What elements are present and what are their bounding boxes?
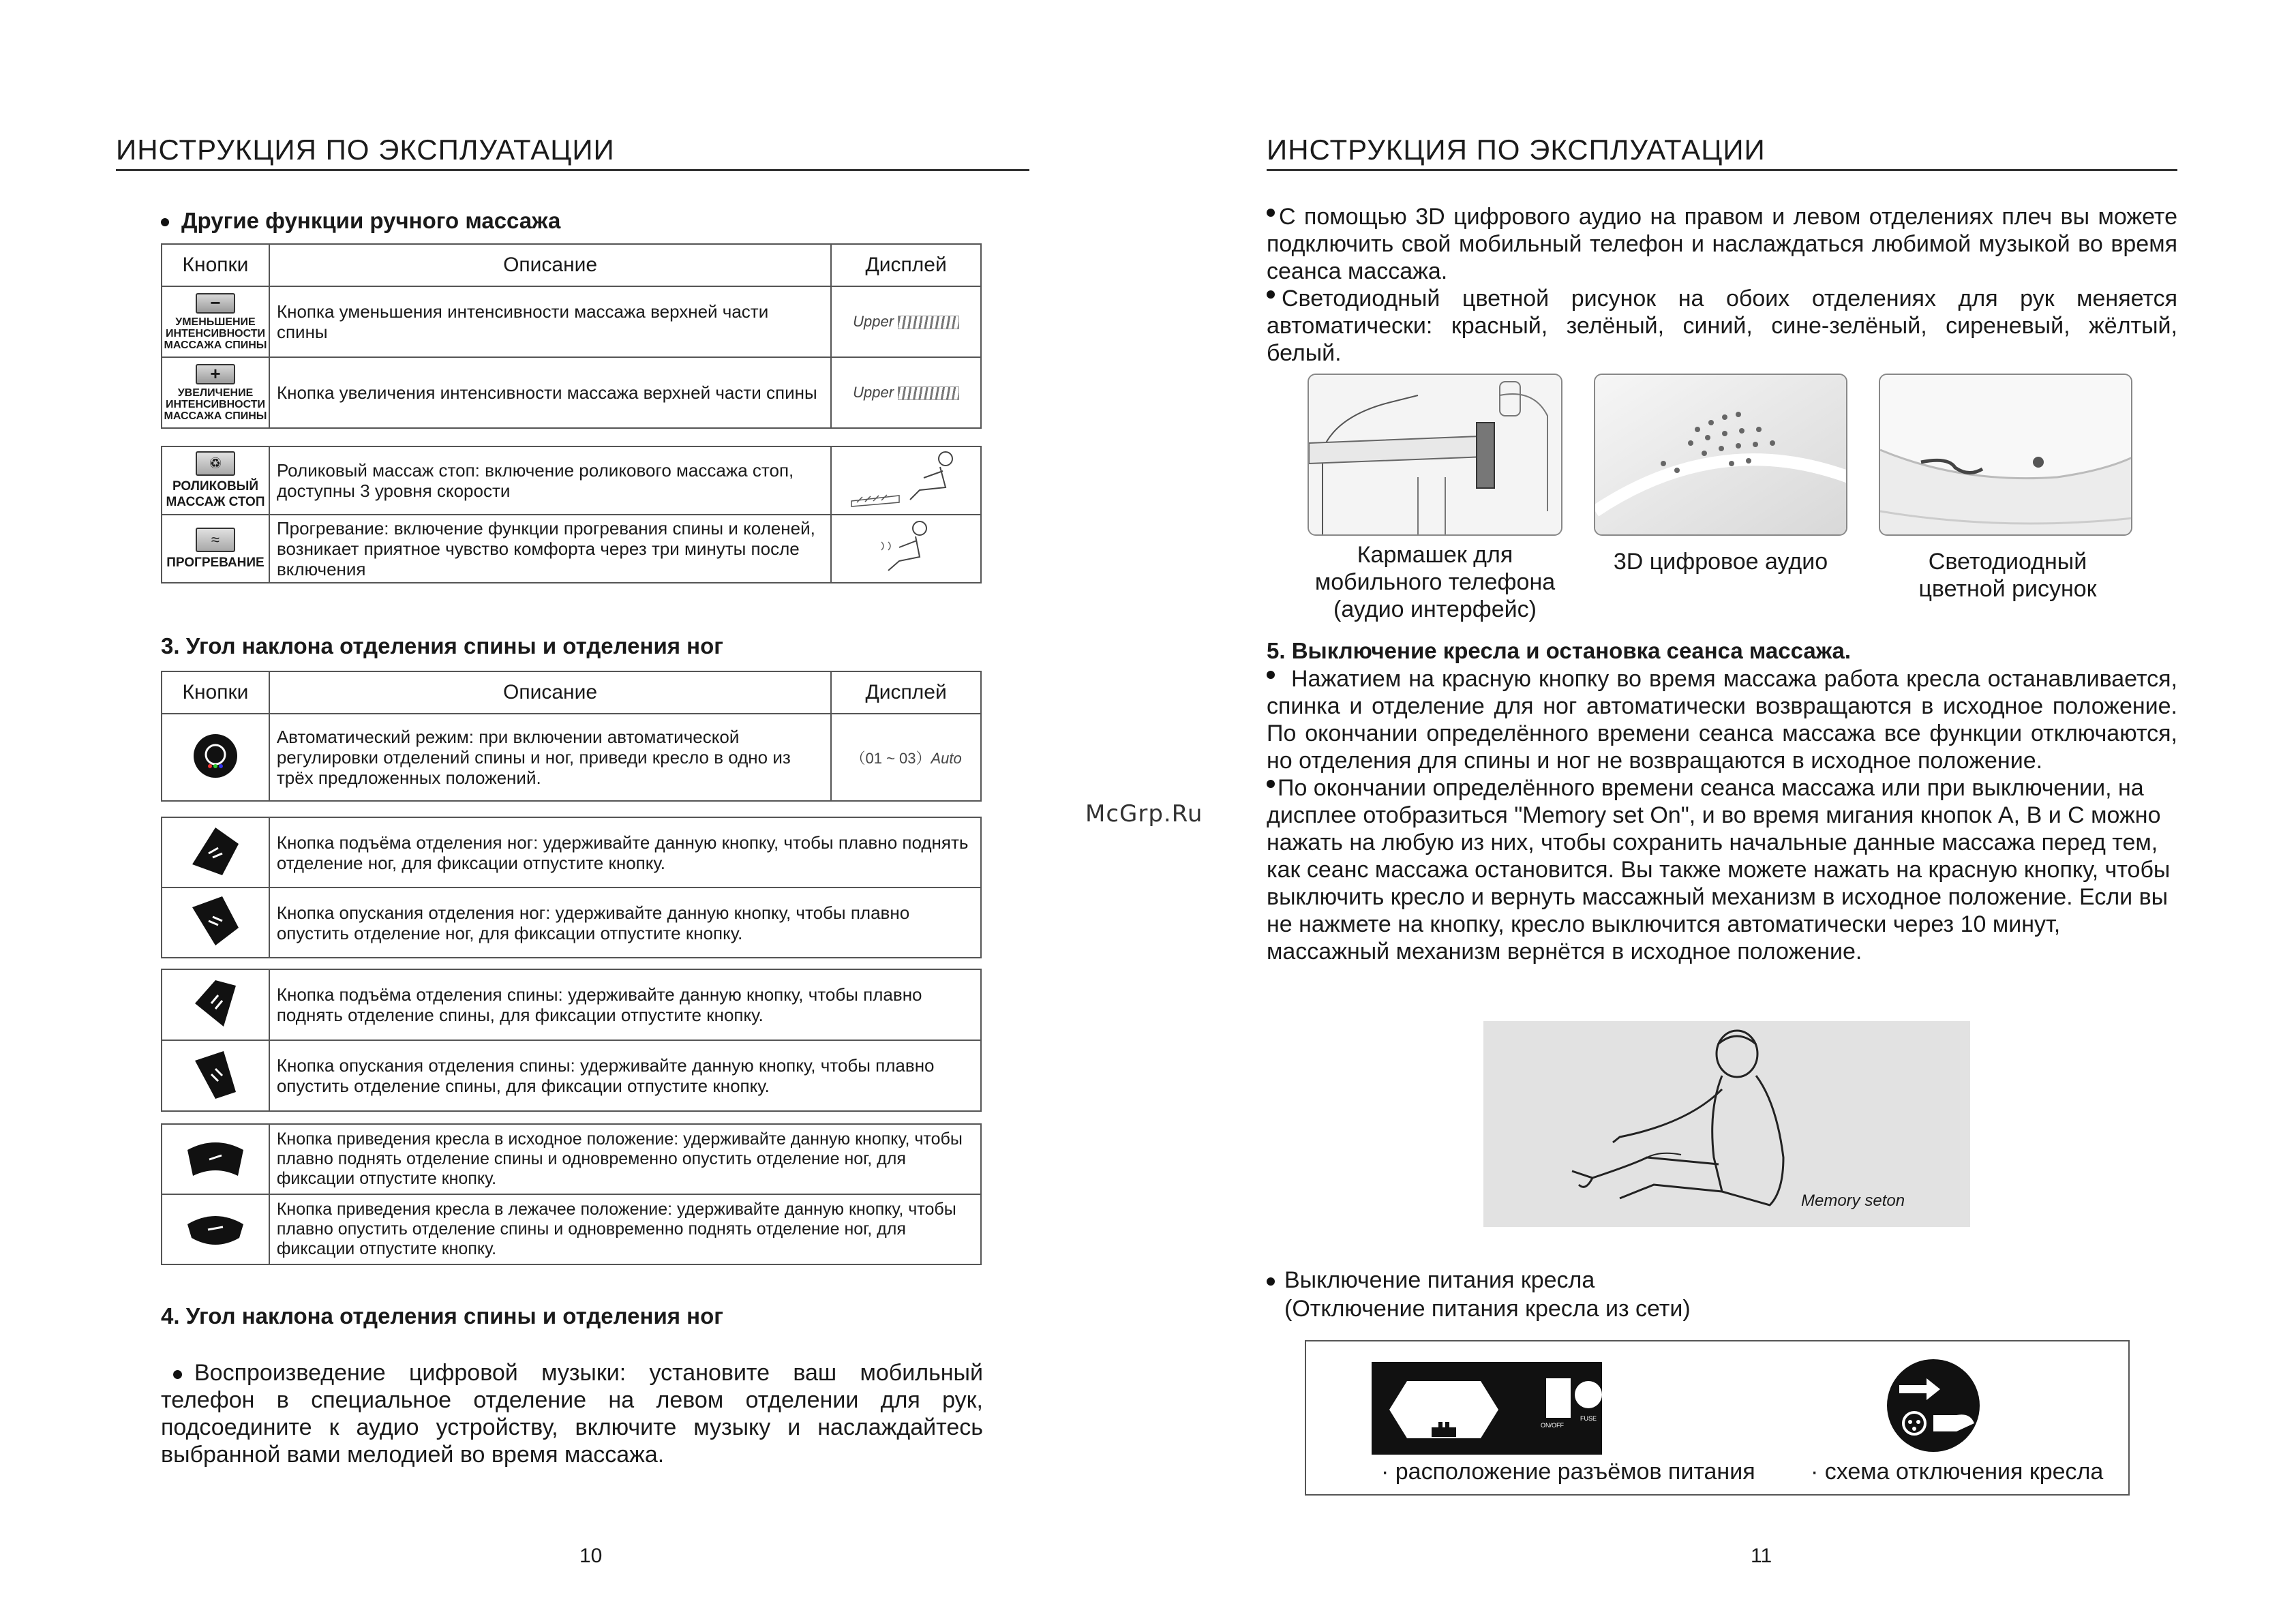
back-up-button[interactable]	[188, 976, 243, 1031]
para-memory: По окончании определённого времени сеанса массажа или при выключении, на дисплее отобразиться "Memory set On", и во время мигания кнопок A, B и C можно нажать на любую из них, чтобы сохранить начальные данные массажа перед тем, как сеанс массажа остановится. Вы также можете нажать на красную кнопку, чтобы выключить кресло и вернуть массажный механизм в исходное положение. Если вы не нажмете на кнопку, кресло выключится автоматически через 10 минут, массажный механизм вернётся в исходное положение.	[1267, 775, 2171, 965]
table-intensity	[161, 243, 982, 429]
row-description: Кнопка опускания отделения спины: удерживайте данную кнопку, чтобы плавно опустить отделение спины, для фиксации отпустите кнопку.	[269, 1040, 981, 1111]
button-caption: УВЕЛИЧЕНИЕ ИНТЕНСИВНОСТИ МАССАЖА СПИНЫ	[164, 386, 267, 422]
display-cell	[831, 446, 981, 515]
caption-led: Светодиодный цветной рисунок	[1918, 549, 2097, 602]
fuse-holder	[1575, 1381, 1602, 1408]
table-row	[162, 1124, 981, 1194]
display-cell	[831, 286, 981, 357]
on-off-switch[interactable]	[1546, 1378, 1571, 1418]
para-3d-audio: С помощью 3D цифрового аудио на правом и левом отделениях плеч вы можете подключить свой мобильный телефон и наслаждаться любимой музыкой во время сеанса массажа.	[1267, 204, 2177, 284]
table-back-rest	[161, 969, 982, 1112]
table-chair-position	[161, 1123, 982, 1265]
table-row	[162, 1040, 981, 1111]
button-cell	[162, 1040, 269, 1111]
table-leg-rest	[161, 817, 982, 958]
intensity-meter-icon	[898, 316, 959, 329]
table-row	[162, 714, 981, 801]
section-other-functions-title	[161, 208, 560, 234]
intensity-meter-icon	[898, 386, 959, 400]
section-4-paragraph	[161, 1359, 983, 1468]
3d-audio-photo	[1594, 374, 1847, 536]
chair-home-button[interactable]	[185, 1134, 246, 1181]
power-off-subtitle: (Отключение питания кресла из сети)	[1284, 1296, 1691, 1322]
right-header-rule	[1267, 169, 2177, 171]
row-description: Кнопка уменьшения интенсивности массажа верхней части спины	[269, 286, 831, 357]
col-header-buttons: Кнопки	[162, 671, 269, 714]
roller-button-cell	[162, 446, 269, 515]
decrease-button-cell	[162, 286, 269, 357]
table-row	[162, 515, 981, 583]
fuse-label: FUSE	[1580, 1415, 1597, 1422]
watermark: McGrp.Ru	[1085, 800, 1203, 828]
section-other-label: Другие функции ручного массажа	[181, 208, 561, 233]
minus-button[interactable]: −	[196, 293, 235, 314]
heating-figure-icon	[858, 516, 954, 577]
power-title-text: Выключение питания кресла	[1284, 1267, 1595, 1293]
bullet-icon	[1267, 290, 1275, 299]
memory-label: Memory seton	[1801, 1192, 1905, 1210]
leg-down-button[interactable]	[188, 894, 243, 948]
row-description: Кнопка приведения кресла в исходное положение: удерживайте данную кнопку, чтобы плавно поднять отделение спины и одновременно опустить отделение ног, для фиксации отпустите кнопку.	[269, 1124, 981, 1194]
row-description: Роликовый массаж стоп: включение роликового массажа стоп, доступны 3 уровня скорости	[269, 446, 831, 515]
foot-roller-button[interactable]: ♽	[196, 451, 235, 476]
on-off-label: ON/OFF	[1541, 1422, 1564, 1429]
foot-roller-figure-icon	[845, 448, 967, 509]
right-page-header: ИНСТРУКЦИЯ ПО ЭКСПЛУАТАЦИИ	[1267, 134, 1766, 166]
section-3-title: 3. Угол наклона отделения спины и отделения ног	[161, 633, 723, 658]
display-mode: Auto	[931, 749, 962, 767]
bullet-icon	[161, 218, 169, 226]
table-row	[162, 888, 981, 958]
power-off-title	[1267, 1266, 2016, 1294]
row-description: Кнопка подъёма отделения спины: удерживайте данную кнопку, чтобы плавно поднять отделение спины, для фиксации отпустите кнопку.	[269, 969, 981, 1040]
table-roller-heat	[161, 446, 982, 583]
table-row	[162, 1194, 981, 1264]
increase-button-cell	[162, 357, 269, 428]
table-row	[162, 817, 981, 888]
table-row	[162, 446, 981, 515]
caption-phone-pocket: Кармашек для мобильного телефона (аудио интерфейс)	[1314, 542, 1556, 622]
display-cell	[831, 714, 981, 801]
power-connector-panel	[1372, 1362, 1602, 1455]
table-row	[162, 357, 981, 428]
col-header-description: Описание	[269, 671, 831, 714]
col-header-description: Описание	[269, 244, 831, 286]
button-cell	[162, 1194, 269, 1264]
bullet-icon	[1267, 780, 1275, 788]
memory-set-on-illustration	[1483, 1021, 1970, 1227]
heating-button[interactable]: ≈	[196, 528, 235, 552]
heat-button-cell	[162, 515, 269, 583]
col-header-buttons: Кнопки	[162, 244, 269, 286]
intro-paragraphs	[1267, 203, 2177, 367]
para-stop: Нажатием на красную кнопку во время массажа работа кресла останавливается, спинка и отделение для ног автоматически возвращаются в исходное положение. По окончании определённого времени сеанса массажа все функции отключаются, но отделения для спины и ног не возвращаются в исходное положение.	[1267, 666, 2177, 774]
col-header-display: Дисплей	[831, 244, 981, 286]
bullet-icon	[173, 1370, 182, 1379]
section-5-paragraphs	[1267, 665, 2177, 965]
left-page-header: ИНСТРУКЦИЯ ПО ЭКСПЛУАТАЦИИ	[116, 134, 615, 166]
display-range: （01 ~ 03）	[850, 749, 931, 767]
chair-recline-button[interactable]	[185, 1204, 246, 1252]
display-cell	[831, 357, 981, 428]
phone-pocket-photo	[1308, 374, 1562, 536]
caption-3d-audio: 3D цифровое аудио	[1613, 549, 1828, 575]
left-page-number: 10	[579, 1545, 603, 1567]
row-description: Прогревание: включение функции прогревания спины и коленей, возникает приятное чувство комфорта через три минуты после включения	[269, 515, 831, 583]
button-caption: ПРОГРЕВАНИЕ	[166, 555, 265, 570]
table-auto-mode	[161, 671, 982, 802]
auto-mode-button[interactable]	[192, 732, 239, 780]
right-page-number: 11	[1751, 1545, 1772, 1567]
unplug-icon	[1886, 1358, 1981, 1453]
section-4-title: 4. Угол наклона отделения спины и отделения ног	[161, 1303, 723, 1329]
row-description: Кнопка подъёма отделения ног: удерживайте данную кнопку, чтобы плавно поднять отделение ног, для фиксации отпустите кнопку.	[269, 817, 981, 888]
button-cell	[162, 1124, 269, 1194]
leg-up-button[interactable]	[188, 823, 243, 878]
section-4-text: Воспроизведение цифровой музыки: установите ваш мобильный телефон в специальное отделение на левом отделении для рук, подсоедините к аудио устройству, включите музыку и наслаждайтесь выбранной вами мелодией во время массажа.	[161, 1360, 983, 1468]
para-led: Светодиодный цветной рисунок на обоих отделениях для рук меняется автоматически: красный, зелёный, синий, сине-зелёный, сиреневый, жёлтый, белый.	[1267, 286, 2177, 366]
table-row	[162, 969, 981, 1040]
bullet-icon	[1267, 209, 1275, 217]
button-caption: РОЛИКОВЫЙ МАССАЖ СТОП	[166, 479, 265, 509]
auto-button-cell	[162, 714, 269, 801]
bullet-icon	[1267, 671, 1275, 679]
row-description: Кнопка опускания отделения ног: удерживайте данную кнопку, чтобы плавно опустить отделение ног, для фиксации отпустите кнопку.	[269, 888, 981, 958]
display-label: Upper	[853, 384, 894, 401]
power-diagram-box	[1305, 1340, 2130, 1496]
table-row	[162, 286, 981, 357]
row-description: Кнопка приведения кресла в лежачее положение: удерживайте данную кнопку, чтобы плавно опустить отделение спины и одновременно поднять отделение ног, для фиксации отпустите кнопку.	[269, 1194, 981, 1264]
col-header-display: Дисплей	[831, 671, 981, 714]
caption-power-connectors: · расположение разъёмов питания	[1381, 1459, 1755, 1485]
row-description: Автоматический режим: при включении автоматической регулировки отделений спины и ног, приведи кресло в одно из трёх предложенных положений.	[269, 714, 831, 801]
power-socket-icon	[1387, 1374, 1501, 1445]
back-down-button[interactable]	[188, 1047, 243, 1102]
button-cell	[162, 969, 269, 1040]
caption-power-off-scheme: · схема отключения кресла	[1811, 1459, 2104, 1485]
plus-button[interactable]: +	[196, 364, 235, 384]
bullet-icon	[1267, 1277, 1275, 1286]
button-cell	[162, 888, 269, 958]
led-pattern-photo	[1879, 374, 2132, 536]
button-cell	[162, 817, 269, 888]
display-cell	[831, 515, 981, 583]
button-caption: УМЕНЬШЕНИЕ ИНТЕНСИВНОСТИ МАССАЖА СПИНЫ	[164, 316, 267, 351]
left-header-rule	[116, 169, 1029, 171]
display-label: Upper	[853, 313, 894, 330]
section-5-title: 5. Выключение кресла и остановка сеанса массажа.	[1267, 638, 1852, 663]
row-description: Кнопка увеличения интенсивности массажа верхней части спины	[269, 357, 831, 428]
